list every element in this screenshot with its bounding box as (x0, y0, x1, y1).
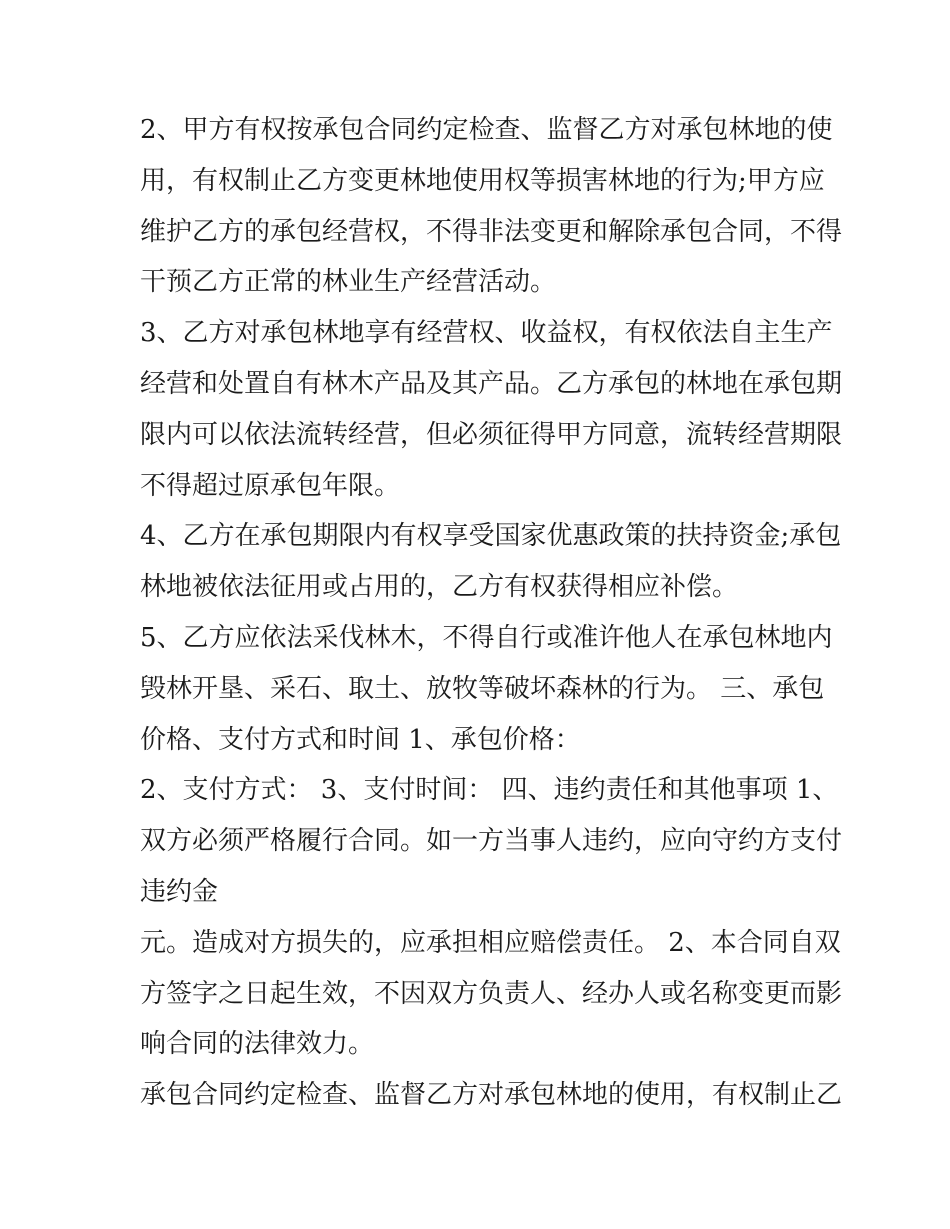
text-line: 不得超过原承包年限。 (140, 470, 401, 501)
text-line: 承包合同约定检查、监督乙方对承包林地的使用，有权制止乙 (140, 1080, 843, 1111)
text-line: 2、甲方有权按承包合同约定检查、监督乙方对承包林地的使 (140, 115, 833, 145)
text-line: 限内可以依法流转经营，但必须征得甲方同意，流转经营期限 (140, 419, 843, 450)
text-line: 双方必须严格履行合同。如一方当事人违约，应向守约方支付 (140, 826, 843, 857)
text-line: 毁林开垦、采石、取土、放牧等破坏森林的行为。 三、承包 (140, 673, 825, 704)
text-line: 经营和处置自有林木产品及其产品。乙方承包的林地在承包期 (140, 368, 843, 399)
text-line: 5、乙方应依法采伐林木，不得自行或准许他人在承包林地内 (140, 622, 833, 653)
text-line: 4、乙方在承包期限内有权享受国家优惠政策的扶持资金;承包 (140, 521, 842, 552)
paragraph-clause-3 (140, 308, 843, 511)
text-line: 违约金 (140, 876, 219, 907)
text-line: 响合同的法律效力。 (140, 1029, 375, 1060)
text-line: 用，有权制止乙方变更林地使用权等损害林地的行为;甲方应 (140, 165, 825, 196)
paragraph-repeated-fragment (140, 1070, 843, 1121)
text-line: 3、乙方对承包林地享有经营权、收益权，有权依法自主生产 (140, 318, 833, 349)
text-line: 林地被依法征用或占用的，乙方有权获得相应补偿。 (140, 572, 739, 603)
document-body (140, 105, 843, 1121)
paragraph-payment-and-liability (140, 765, 843, 917)
text-line: 方签字之日起生效，不因双方负责人、经办人或名称变更而影 (140, 978, 843, 1009)
text-line: 干预乙方正常的林业生产经营活动。 (140, 267, 557, 298)
text-line: 维护乙方的承包经营权，不得非法变更和解除承包合同，不得 (140, 216, 843, 247)
paragraph-clause-4 (140, 511, 842, 613)
paragraph-clause-2 (140, 105, 843, 308)
text-line: 2、支付方式： 3、支付时间： 四、违约责任和其他事项 1、 (140, 775, 839, 806)
paragraph-effectiveness (140, 918, 843, 1070)
text-line: 价格、支付方式和时间 1、承包价格： (140, 724, 581, 755)
text-line: 元。造成对方损失的，应承担相应赔偿责任。 2、本合同自双 (140, 927, 841, 958)
paragraph-clause-5 (140, 613, 833, 765)
